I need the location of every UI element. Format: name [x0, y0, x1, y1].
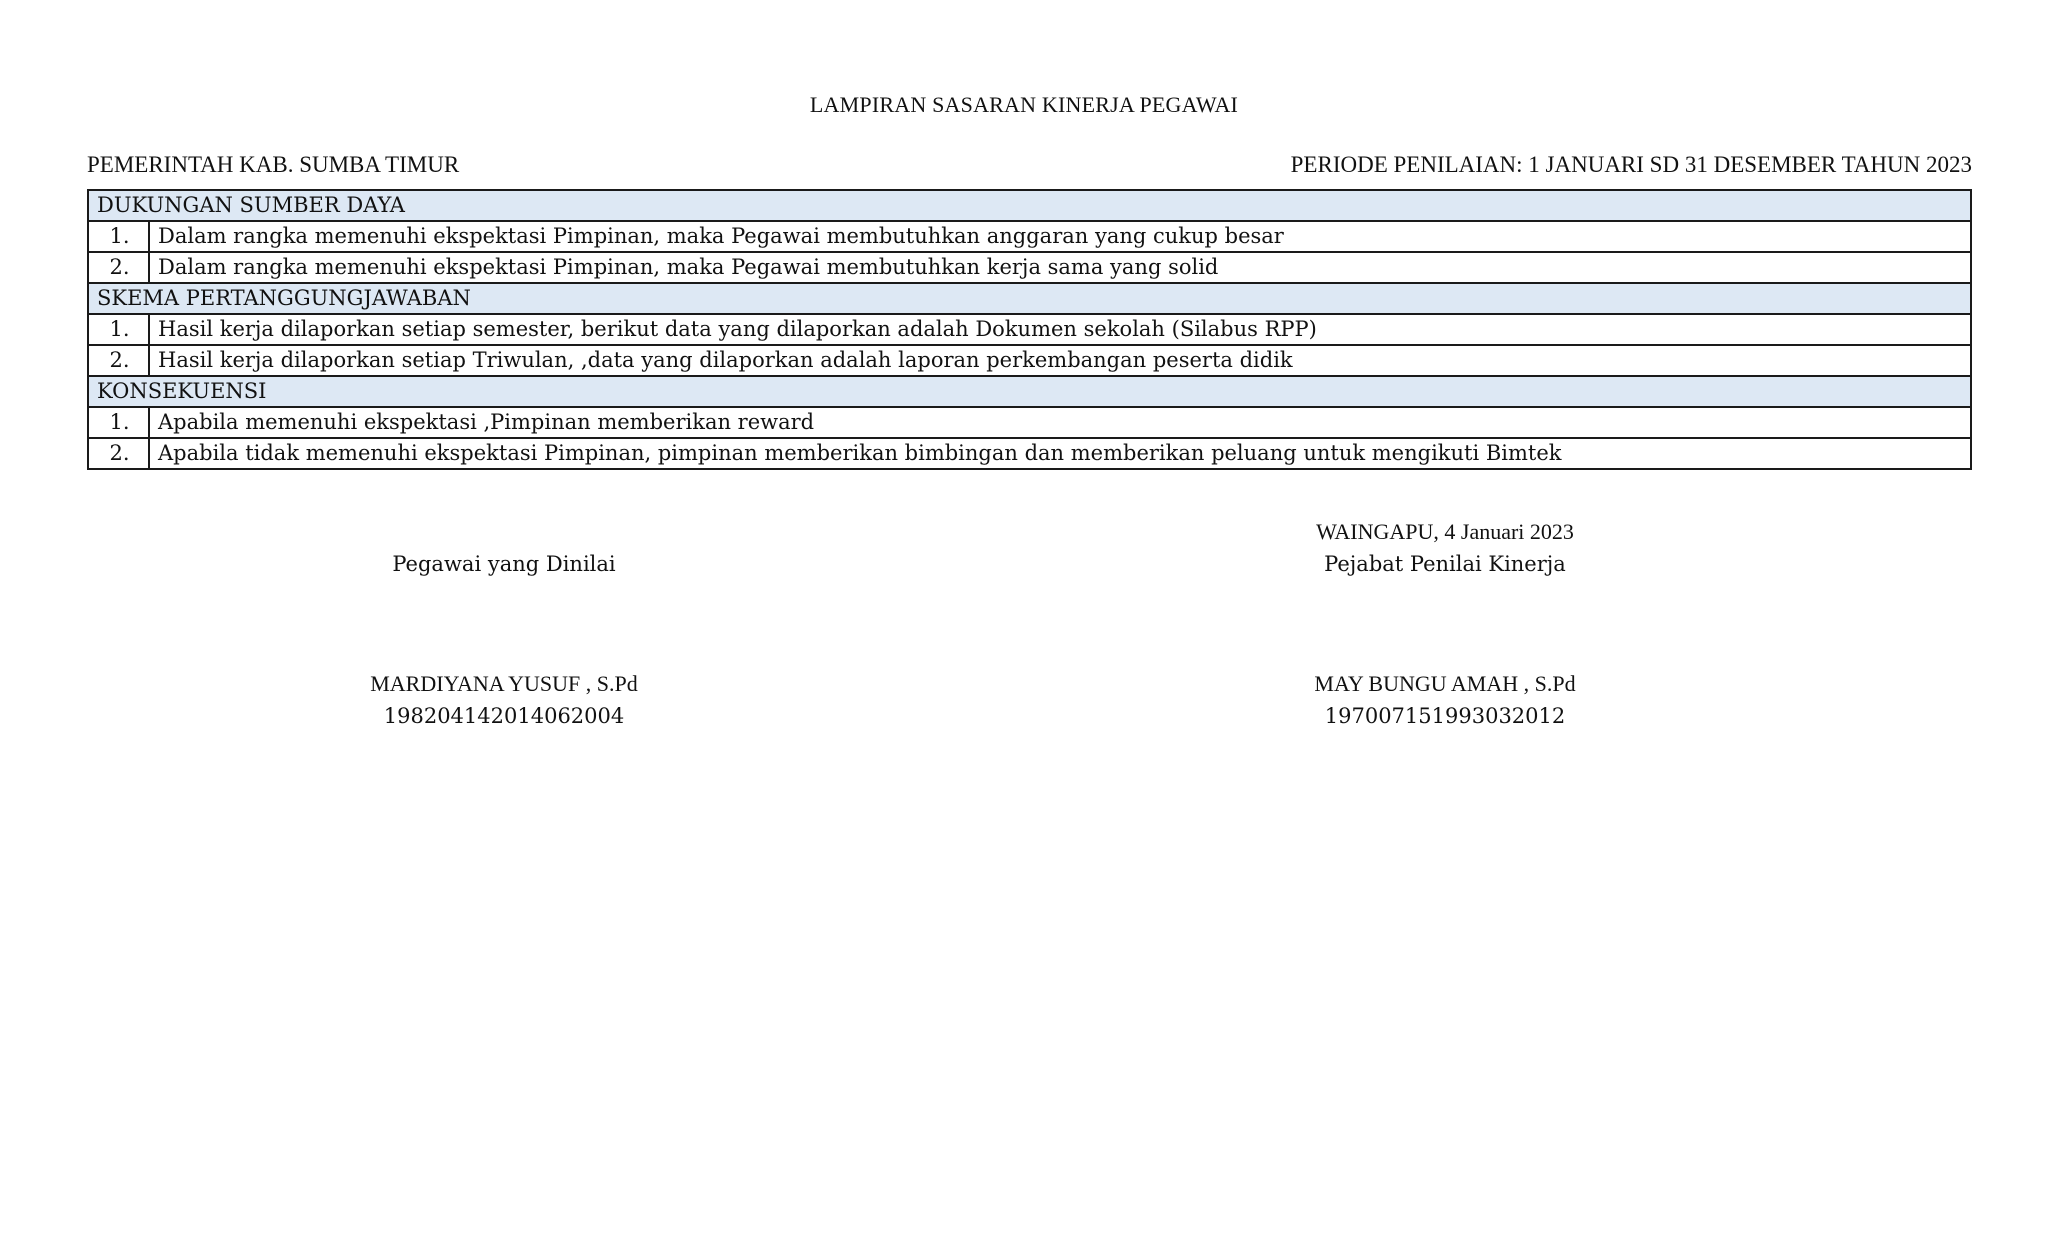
signature-role: Pejabat Penilai Kinerja [1324, 552, 1566, 576]
row-number: 2. [88, 438, 149, 469]
row-number: 1. [88, 221, 149, 252]
table-row [88, 345, 1971, 376]
signature-block-employee [254, 548, 754, 732]
assessment-period: PERIODE PENILAIAN: 1 JANUARI SD 31 DESEMBER TAHUN 2023 [1290, 152, 1972, 177]
table-row [88, 407, 1971, 438]
row-number: 2. [88, 252, 149, 283]
row-text: Apabila memenuhi ekspektasi ,Pimpinan memberikan reward [149, 407, 1971, 438]
institution-name: PEMERINTAH KAB. SUMBA TIMUR [87, 152, 460, 177]
row-number: 2. [88, 345, 149, 376]
performance-attachment-table [87, 189, 1972, 470]
signature-name: MARDIYANA YUSUF , S.Pd [370, 671, 638, 696]
row-text: Hasil kerja dilaporkan setiap semester, berikut data yang dilaporkan adalah Dokumen sekolah (Silabus RPP) [149, 314, 1971, 345]
signature-name: MAY BUNGU AMAH , S.Pd [1314, 671, 1576, 696]
signature-space [254, 580, 754, 668]
signature-space [1195, 580, 1695, 668]
table-row [88, 314, 1971, 345]
row-number: 1. [88, 407, 149, 438]
signature-nip: 198204142014062004 [383, 704, 625, 728]
section-heading-konsekuensi: KONSEKUENSI [88, 376, 1971, 407]
row-number: 1. [88, 314, 149, 345]
section-header-row [88, 283, 1971, 314]
document-title: LAMPIRAN SASARAN KINERJA PEGAWAI [809, 92, 1239, 117]
section-heading-skema: SKEMA PERTANGGUNGJAWABAN [88, 283, 1971, 314]
section-header-row [88, 190, 1971, 221]
table-row [88, 221, 1971, 252]
signature-place-date: WAINGAPU, 4 Januari 2023 [1316, 519, 1574, 544]
row-text: Dalam rangka memenuhi ekspektasi Pimpinan, maka Pegawai membutuhkan kerja sama yang solid [149, 252, 1971, 283]
table-row [88, 252, 1971, 283]
row-text: Apabila tidak memenuhi ekspektasi Pimpinan, pimpinan memberikan bimbingan dan memberikan peluang untuk mengikuti Bimtek [149, 438, 1971, 469]
section-header-row [88, 376, 1971, 407]
section-heading-dukungan: DUKUNGAN SUMBER DAYA [88, 190, 1971, 221]
signature-nip: 197007151993032012 [1324, 704, 1566, 728]
signature-block-assessor [1195, 516, 1695, 732]
row-text: Dalam rangka memenuhi ekspektasi Pimpinan, maka Pegawai membutuhkan anggaran yang cukup besar [149, 221, 1971, 252]
signature-role: Pegawai yang Dinilai [392, 552, 616, 576]
row-text: Hasil kerja dilaporkan setiap Triwulan, ,data yang dilaporkan adalah laporan perkembangan peserta didik [149, 345, 1971, 376]
table-row [88, 438, 1971, 469]
